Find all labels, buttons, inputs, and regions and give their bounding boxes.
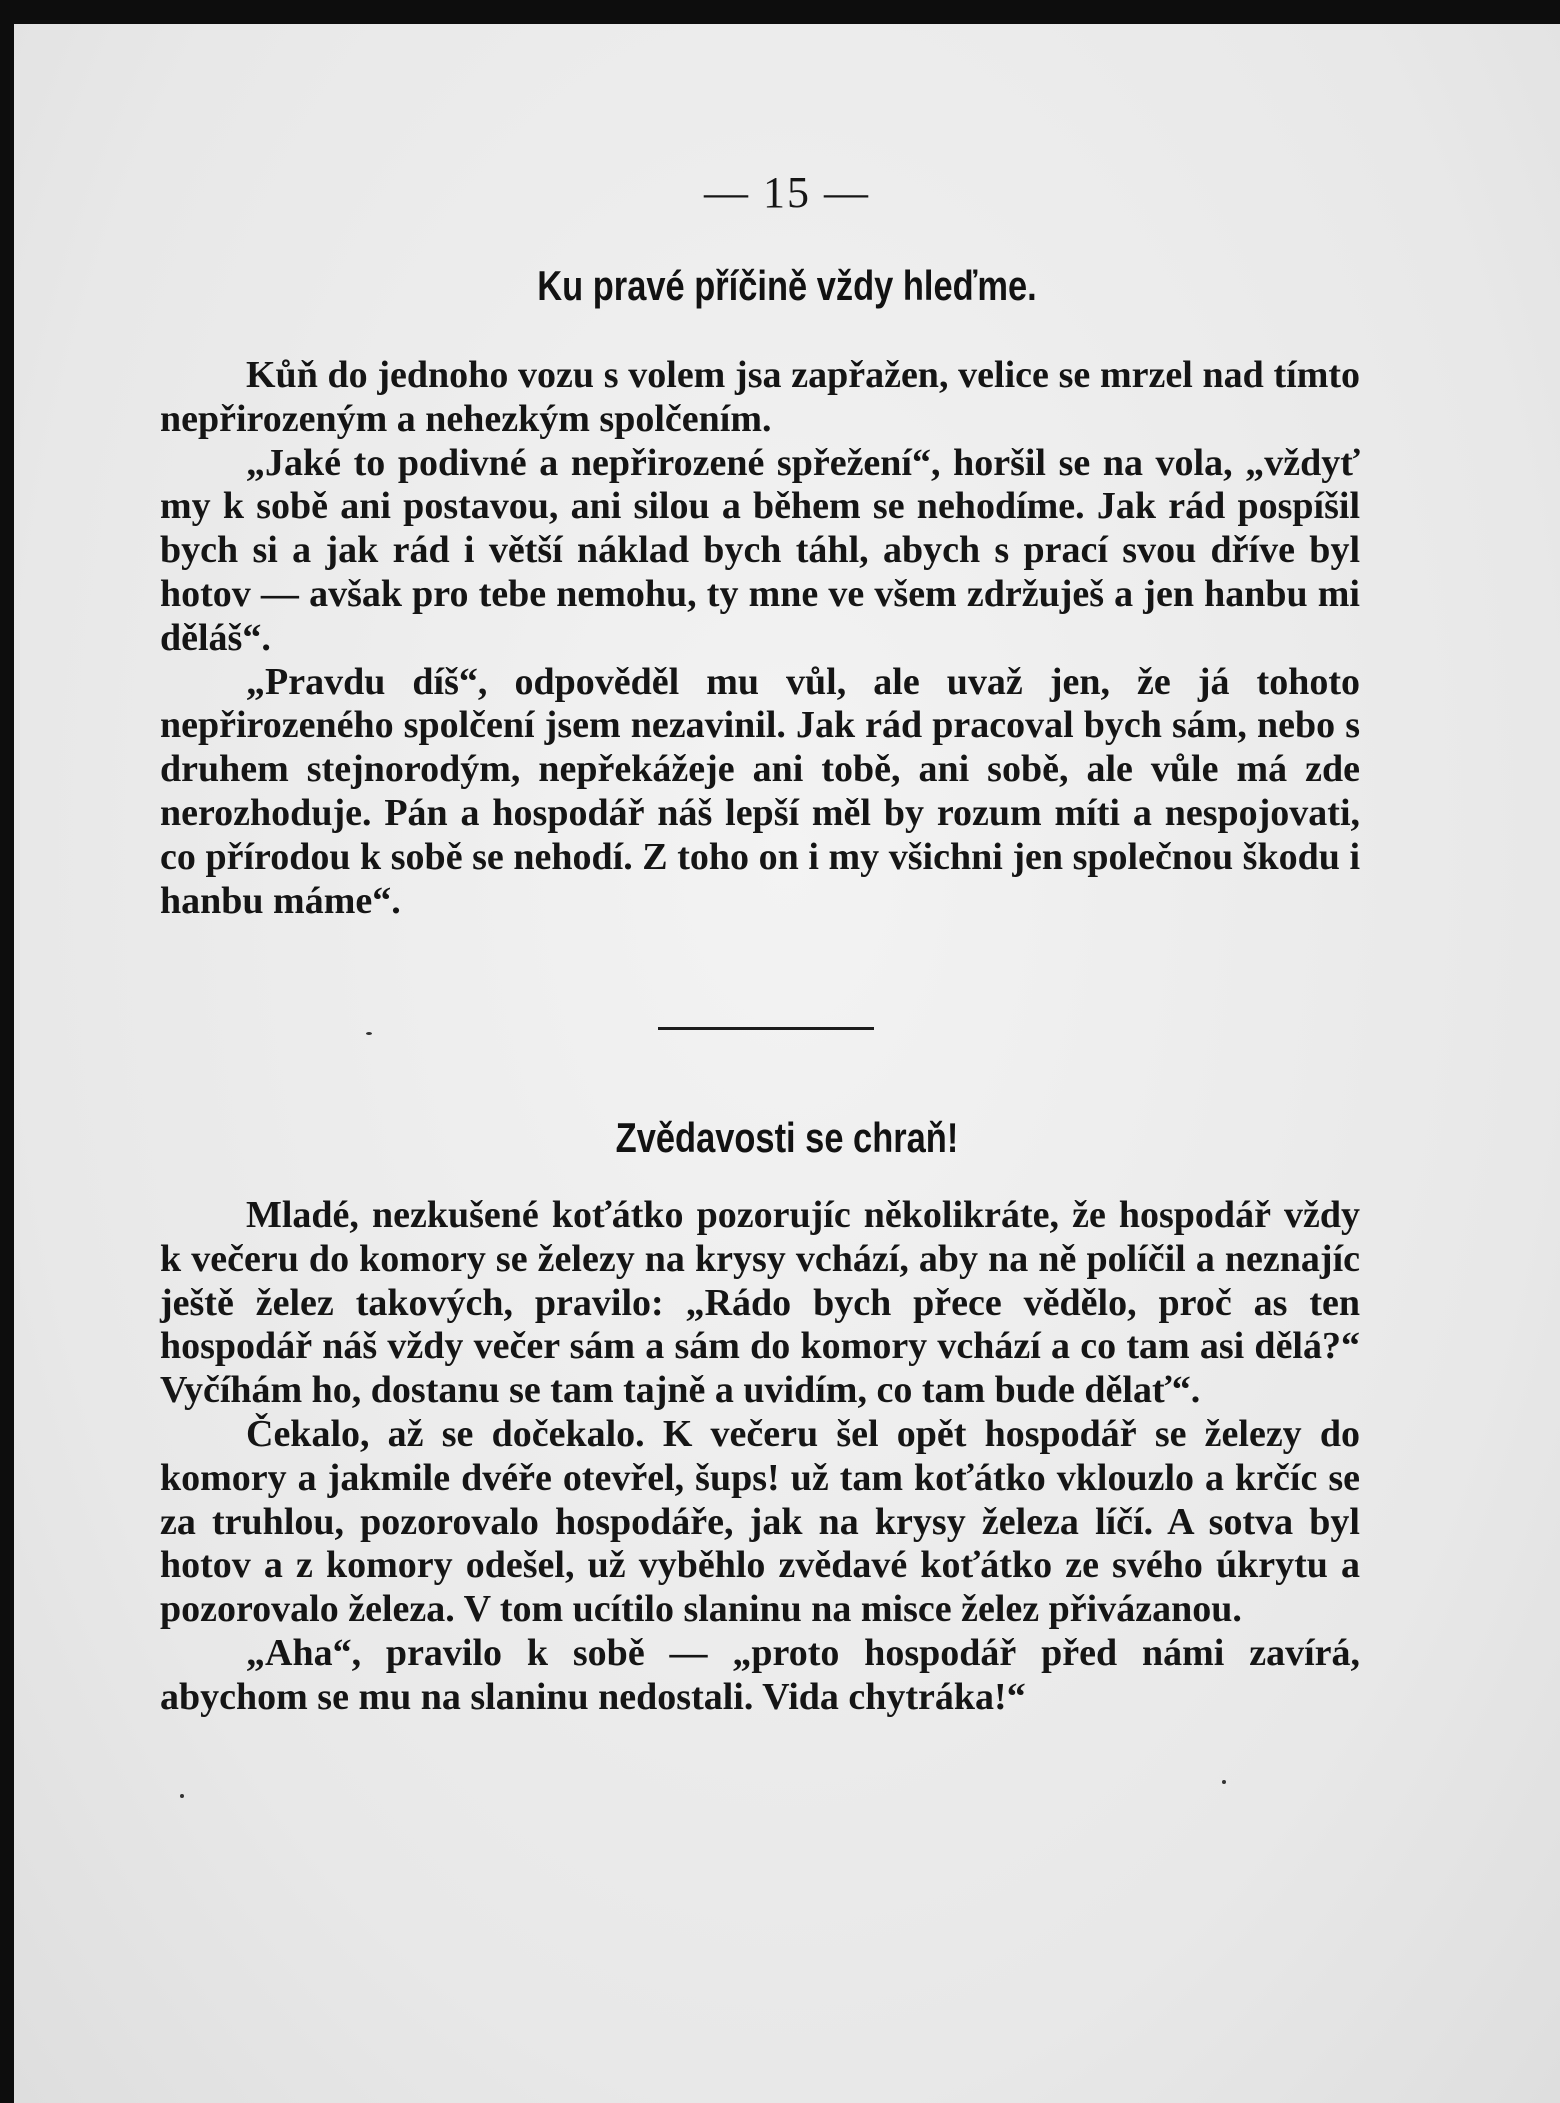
story-1-paragraph-1: Kůň do jednoho vozu s volem jsa zapřažen, velice se mrzel nad tímto nepřirozeným a nehezkým spolčením. — [160, 354, 1360, 440]
section-title-1: Ku pravé příčině vždy hleďme. — [537, 262, 1037, 309]
scan-speck — [1222, 1780, 1226, 1784]
story-2-text — [160, 1194, 1360, 1720]
story-2-paragraph-1: Mladé, nezkušené koťátko pozorujíc několikráte, že hospodář vždy k večeru do komory se železy na krysy vchází, aby na ně políčil a neznajíc ještě želez takových, pravilo: „Rádo bych přece vědělo, proč as ten hospodář náš vždy večer sám a sám do komory vchází a co tam asi dělá?“ Vyčíhám ho, dostanu se tam tajně a uvidím, co tam bude dělať“. — [160, 1194, 1360, 1412]
scan-speck — [366, 1032, 372, 1035]
book-page — [14, 24, 1560, 2103]
scan-border-left — [0, 0, 14, 2103]
page-number: — 15 — — [704, 168, 870, 217]
section-title-2: Zvědavosti se chraň! — [615, 1114, 959, 1161]
scan-border-top — [0, 0, 1560, 24]
story-2-paragraph-2: Čekalo, až se dočekalo. K večeru šel opět hospodář se železy do komory a jakmile dvéře otevřel, šups! už tam koťátko vklouzlo a krčíc se za truhlou, pozorovalo hospodáře, jak na krysy železa líčí. A sotva byl hotov a z komory odešel, už vyběhlo zvědavé koťátko ze svého úkrytu a pozorovalo železa. V tom ucítilo slaninu na misce želez přivázanou. — [160, 1412, 1360, 1631]
story-1-text — [160, 354, 1360, 923]
section-divider — [658, 1027, 874, 1030]
story-1-paragraph-2: „Jaké to podivné a nepřirozené spřežení“, horšil se na vola, „vždyť my k sobě ani postavou, ani silou a během se nehodíme. Jak rád pospíšil bych si a jak rád i větší náklad bych táhl, abych s prací svou dříve byl hotov — avšak pro tebe nemohu, ty mne ve všem zdržuješ a jen hanbu mi děláš“. — [160, 441, 1360, 659]
story-1-paragraph-3: „Pravdu díš“, odpověděl mu vůl, ale uvaž jen, že já tohoto nepřirozeného spolčení jsem nezavinil. Jak rád pracoval bych sám, nebo s druhem stejnorodým, nepřekážeje ani tobě, ani sobě, ale vůle má zde nerozhoduje. Pán a hospodář náš lepší měl by rozum míti a nespojovati, co přírodou k sobě se nehodí. Z toho on i my všichni jen společnou škodu i hanbu máme“. — [160, 660, 1360, 922]
scan-speck — [180, 1794, 184, 1798]
story-2-paragraph-3: „Aha“, pravilo k sobě — „proto hospodář před námi zavírá, abychom se mu na slaninu nedostali. Vida chytráka!“ — [160, 1631, 1360, 1718]
